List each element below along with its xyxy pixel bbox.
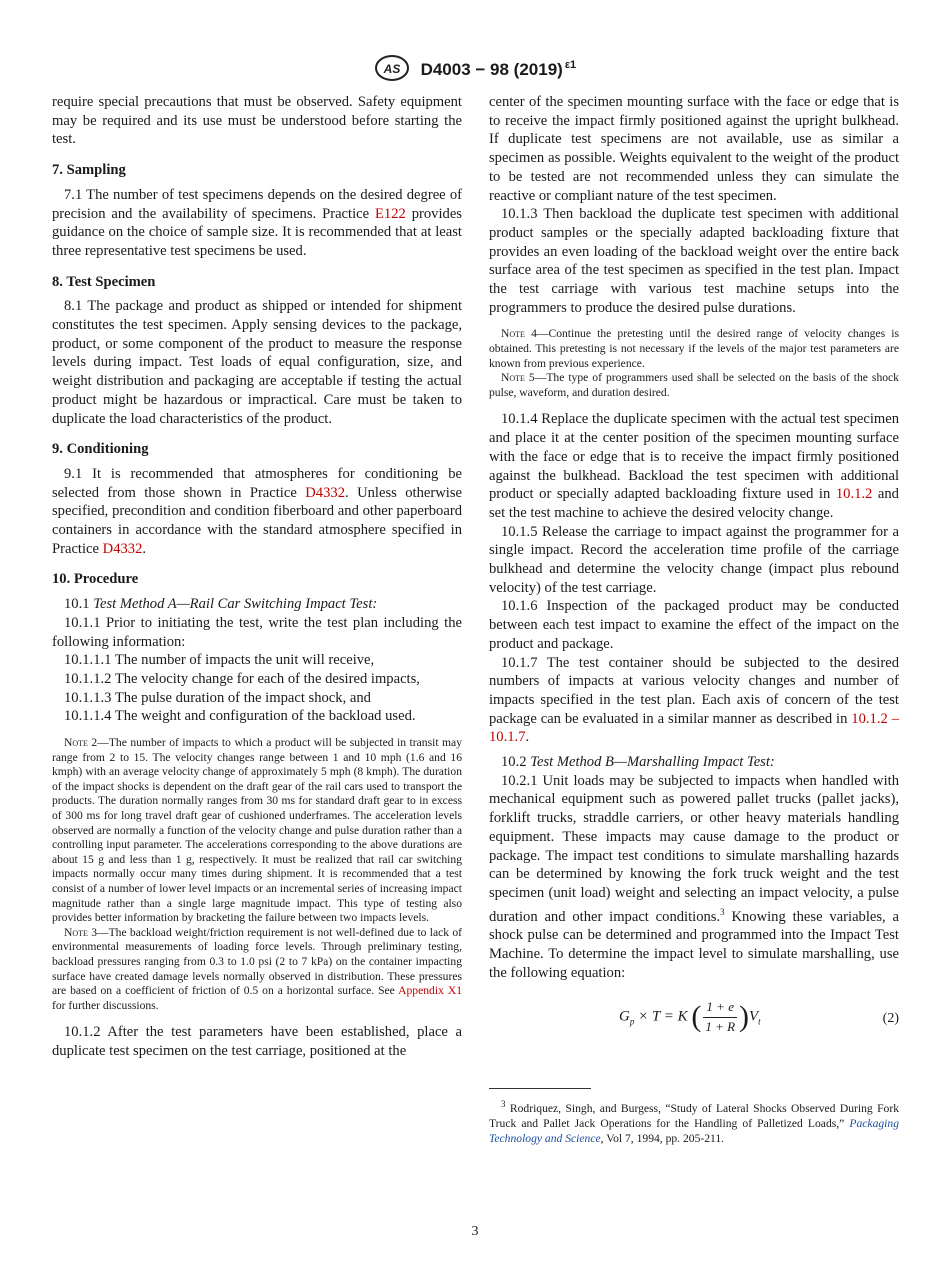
footnote-journal-link[interactable]: Packaging Technology and Science xyxy=(489,1117,899,1146)
section-7-heading: 7. Sampling xyxy=(52,162,126,179)
continued-paragraph: center of the specimen mounting surface with the face or edge that is to receive the impact firmly positioned against the upright bulkhead. If duplicate test specimens are not available, use as similar a specimen as possible. Weights equivalent to the weight of the product to be tested are not recommended unless they can simulate the reactive or compliant nature of the test specimen. xyxy=(489,94,899,204)
right-column xyxy=(489,93,899,1146)
section-10-heading: 10. Procedure xyxy=(52,571,139,588)
equation-body: $G_p \times T = K$ ( $\frac{1 + e}{1 + R}$ )$V_t$ xyxy=(619,999,761,1035)
document-id-superscript: ε1 xyxy=(564,59,577,72)
paragraph-10-1-2: 10.1.2 After the test parameters have been established, place a duplicate test specimen on the test carriage, positioned at the xyxy=(52,1024,462,1060)
astm-logo-icon xyxy=(374,54,410,87)
paragraph-10-1-1-2: 10.1.1.2 The velocity change for each of the desired impacts, xyxy=(64,670,420,687)
paragraph-10-1-7: 10.1.7 The test container should be subjected to the desired numbers of impacts at various velocity changes and number of impacts specified in the test plan. Each axis of concern of the test package can be evaluated in a similar manner as described in 10.1.2 – 10.1.7. xyxy=(489,654,899,746)
note-3: Note 3—The backload weight/friction requirement is not well-defined due to lack of environmental measurements of loading force levels. Through preliminary testing, backload pressures ranging from 0.3 to 1.0 psi (2 to 7 kPa) on the container impacting surface have created damage levels normally observed in distribution. These pressures are based on a coefficient of friction of 0.5 on a horizontal surface. See Appendix X1 for further discussions. xyxy=(52,925,462,1012)
note-2: Note 2—The number of impacts to which a product will be subjected in transit may range from 2 to 15. The velocity changes range between 1 and 10 mph (1.6 and 16 kmph) with an average velocity change of approximately 5 mph (8 kmph). The duration of the impact shocks is dependent on the draft gear of the rail cars used to transport the products. The duration normally ranges from 30 ms for standard draft gear to in excess of 300 ms for long travel draft gear of cushioned underframes. The acceleration levels observed are normally a function of the velocity change and pulse duration rather than a controlling input parameter. The accelerations corresponding to the above durations are about 15 g and less than 1 g, respectively. It must be realized that rail car switching impacts normally occur many times during shipment. It is recommended that a test consist of a number of lower level impacts or an incremental series of increasing impact magnitude rather than a single large magnitude impact. This type of testing also provides better information by bracketing the failure between two impacts levels. xyxy=(52,736,462,925)
paragraph-10-1: 10.1 Test Method A—Rail Car Switching Impact Test: xyxy=(64,596,378,613)
document-id: D4003 − 98 (2019) xyxy=(420,59,563,79)
paragraph-10-2: 10.2 Test Method B—Marshalling Impact Test: xyxy=(501,754,775,771)
paragraph-7-1: 7.1 The number of test specimens depends on the desired degree of precision and the availability of specimens. Practice E122 provides guidance on the choice of sample size. It is recommended that at least three representative test specimens be used. xyxy=(52,186,462,259)
section-8-heading: 8. Test Specimen xyxy=(52,273,156,290)
paragraph-10-1-4: 10.1.4 Replace the duplicate specimen with the actual test specimen and place it at the center position of the specimen mounting surface with the face or edge that is to receive the impact firmly positioned against the bulkhead. Backload the test specimen with additional product or specially adapted backloading fixture used in 10.1.2 and set the test machine to achieve the desired velocity change. xyxy=(489,411,899,521)
note-5: Note 5—The type of programmers used shall be selected on the basis of the shock pulse, waveform, and duration desired. xyxy=(489,371,899,399)
paragraph-10-1-1-4: 10.1.1.4 The weight and configuration of the backload used. xyxy=(64,708,416,725)
paragraph-9-1: 9.1 It is recommended that atmospheres for conditioning be selected from those shown in Practice D4332. Unless otherwise specified, precondition and condition fiberboard and other paperboard containers in accordance with the standard atmosphere specified in Practice D4332. xyxy=(52,465,462,557)
left-column xyxy=(52,93,462,1061)
footnote-divider xyxy=(489,1088,591,1089)
link-e122[interactable]: E122 xyxy=(375,205,406,222)
equation-number: (2) xyxy=(882,1011,899,1027)
paragraph-10-1-1-3: 10.1.1.3 The pulse duration of the impact shock, and xyxy=(64,689,371,706)
link-10-1-2-to-10-1-7[interactable]: 10.1.2 – 10.1.7 xyxy=(489,710,899,746)
paragraph-10-1-1: 10.1.1 Prior to initiating the test, write the test plan including the following information: xyxy=(52,614,462,650)
paragraph-10-1-6: 10.1.6 Inspection of the packaged product may be conducted between each test impact to examine the effect of the impact on the product and package. xyxy=(489,598,899,652)
paragraph-10-2-1: 10.2.1 Unit loads may be subjected to impacts when handled with mechanical equipment such as powered pallet trucks (pallet jacks), forklift trucks, straddle carriers, or other heavy materials handling equipment. These impacts may cause damage to the product or package. The impact test conditions to simulate marshalling hazards can be determined by knowing the fork truck weight and the test specimen (unit load) weight and selecting an impact velocity, a pulse duration and other impact conditions.$^3$ Knowing these variables, a shock pulse can be determined and programmed into the Impact Test Machine. To determine the impact level to simulate marshalling, use the following equation: xyxy=(489,772,899,981)
page-header xyxy=(0,54,950,87)
svg-text:AS: AS xyxy=(383,62,401,76)
paragraph-8-1: 8.1 The package and product as shipped or intended for shipment constitutes the test specimen. Apply sensing devices to the package, product, or some component of the product to measure the response levels during impact. Test loads of equal configuration, size, and weight distribution and packaging are acceptable if testing the actual product might be hazardous or impractical. Care must be taken to duplicate the load characteristics of the product. xyxy=(52,298,462,427)
note-4: Note 4—Continue the pretesting until the desired range of velocity changes is obtained. This pretesting is not necessary if the levels of the major test parameters are known from previous experience. xyxy=(489,327,899,370)
link-10-1-2[interactable]: 10.1.2 xyxy=(835,486,873,503)
page-number: 3 xyxy=(471,1224,479,1239)
link-d4332[interactable]: D4332 xyxy=(305,484,345,501)
paragraph-10-1-1-1: 10.1.1.1 The number of impacts the unit will receive, xyxy=(64,652,375,669)
link-appendix-x1[interactable]: Appendix X1 xyxy=(398,984,462,998)
footnote-3: $^3$ Rodriquez, Singh, and Burgess, “Study of Lateral Shocks Observed During Fork Truck and Pallet Jack Operations for the Handling of Palletized Loads,” Packaging Technology and Science, Vol 7, 1994, pp. 205-211. xyxy=(489,1099,899,1146)
equation-2 xyxy=(489,990,899,1042)
section-9-heading: 9. Conditioning xyxy=(52,441,149,458)
link-d4332-second[interactable]: D4332 xyxy=(102,540,143,557)
intro-paragraph: require special precautions that must be observed. Safety equipment may be required and its use must be understood before starting the test. xyxy=(52,94,462,148)
paragraph-10-1-3: 10.1.3 Then backload the duplicate test specimen with additional product samples or the specially adapted backloading fixture that provides an even loading of the backload weight over the entire back surface area of the test specimen as specified in the test plan. Impact the test carriage with various test machine setups into the programmers to produce the desired pulse durations. xyxy=(489,206,899,316)
footnote-ref-3[interactable]: 3 xyxy=(720,906,725,917)
paragraph-10-1-5: 10.1.5 Release the carriage to impact against the programmer for a single impact. Record the acceleration time profile of the carriage bulkhead and determine the velocity change (impact plus rebound velocity) of the test carriage. xyxy=(489,523,899,596)
